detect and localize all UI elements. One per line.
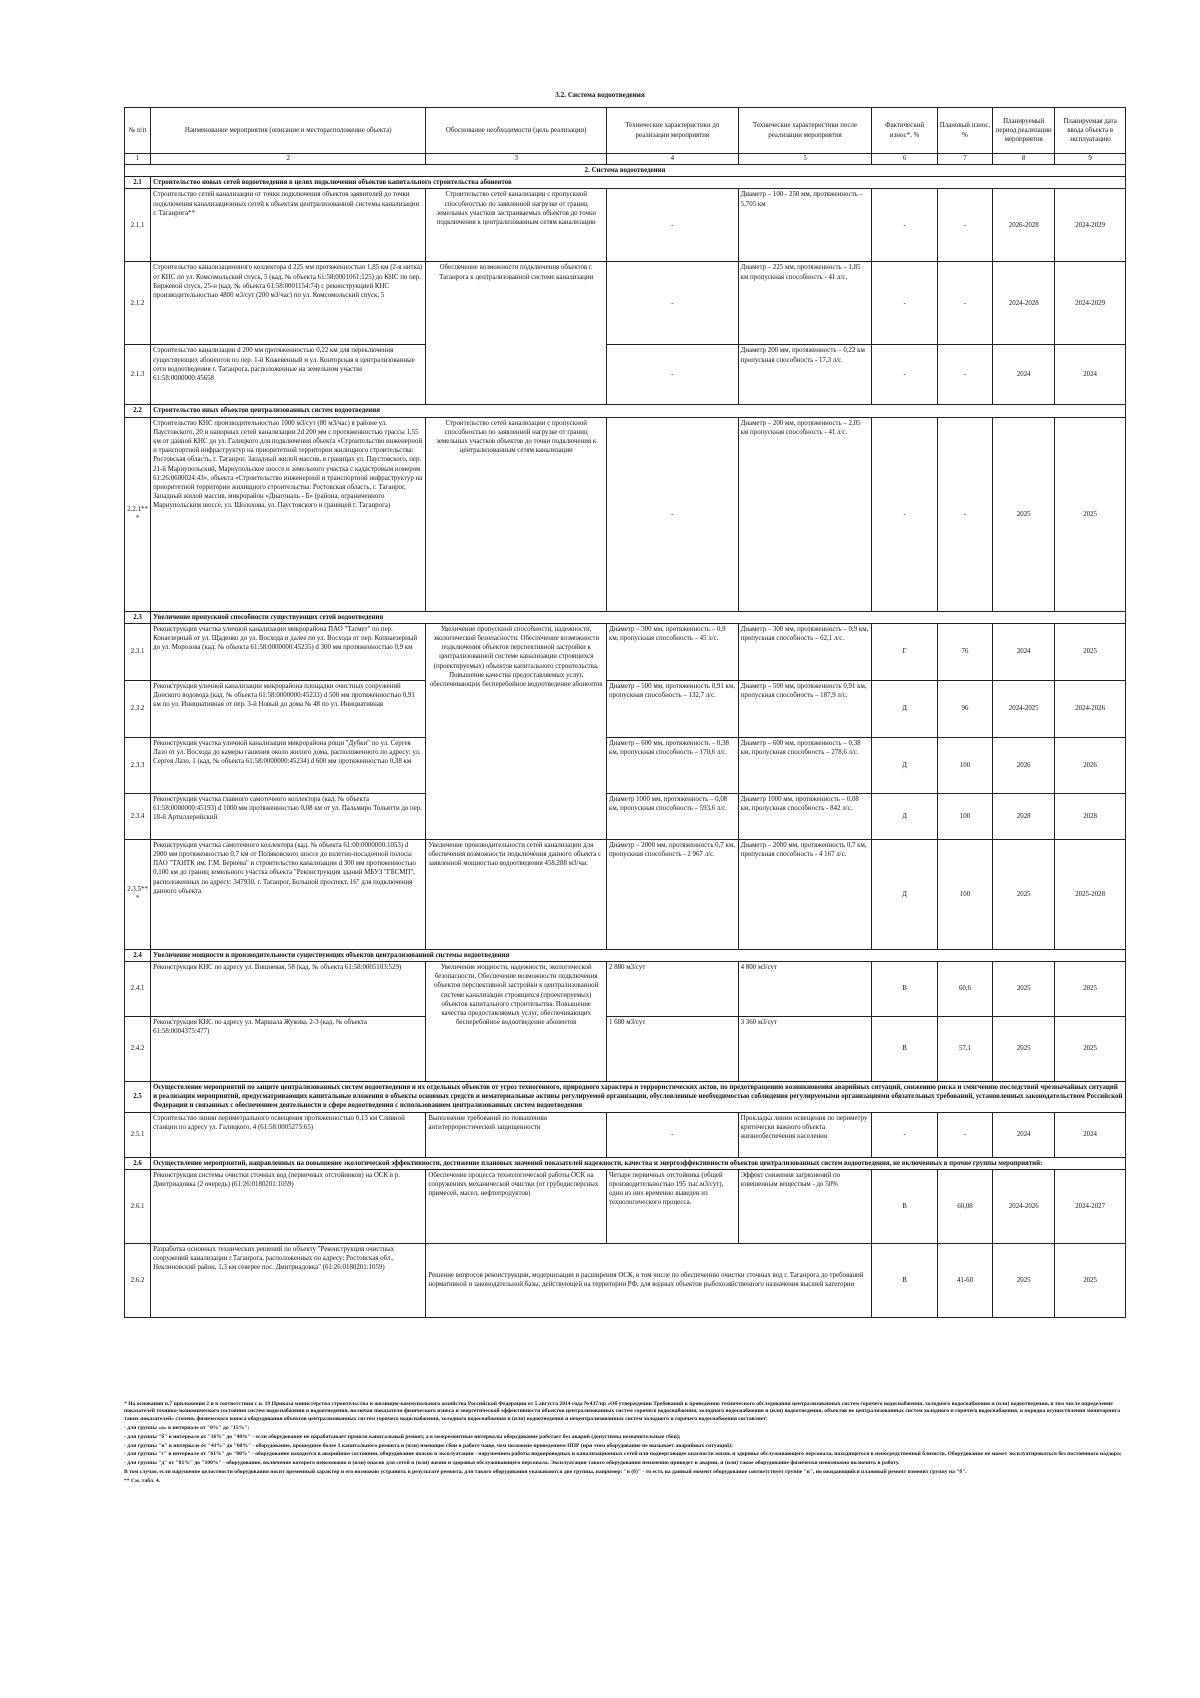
header-reason: Обоснование необходимости (цель реализации) — [426, 108, 607, 154]
section-row — [125, 1082, 1126, 1113]
row-reason: Обеспечение процесса технологической работы ОСК на сооружениях механической очистки (от грубодисперсных примесей, масел, нефтепродуктов) — [426, 1169, 607, 1243]
column-index-row — [125, 154, 1126, 165]
row-num: 2.3.4 — [125, 793, 151, 839]
section-title: Строительство иных объектов централизованных систем водоотведения — [151, 405, 1126, 417]
footnotes — [124, 1401, 1126, 1487]
row-before: 2 880 м3/сут — [606, 962, 738, 1017]
header-row — [125, 108, 1126, 154]
row-date: 2026 — [1055, 737, 1126, 793]
row-plan-wear: 100 — [937, 793, 992, 839]
row-period: 2026 — [993, 737, 1055, 793]
row-reason: Строительство сетей канализации с пропускной способностью по заявленной нагрузке от границ земельных участков объектов до точки подключения к централизованным сетям канализации — [426, 417, 607, 611]
table-row — [125, 793, 1126, 839]
page-title: 3.2. Система водоотведения — [555, 91, 645, 99]
table-row — [125, 680, 1126, 737]
row-reason: Решение вопросов реконструкции, модернизации и расширения ОСК, в том числе по обеспечению очистки сточных вод г. Таганрога до требований нормативной и законодательной базы, действующей на территории РФ, для водных объектов рыбохозяйственного назначения высшей категории — [426, 1243, 872, 1317]
header-after: Технические характеристики после реализации мероприятия — [738, 108, 872, 154]
row-period: 2024 — [993, 623, 1055, 680]
section-num: 2.3 — [125, 611, 151, 623]
row-period: 2024 — [993, 345, 1055, 405]
row-period: 2024-2026 — [993, 1169, 1055, 1243]
header-period: Планируемый период реализации мероприятия — [993, 108, 1055, 154]
row-before: Диаметр – 500 мм, протяженность 0,91 км, пропускная способность – 132,7 л/с. — [606, 680, 738, 737]
row-date: 2024-2027 — [1055, 1169, 1126, 1243]
row-before: - — [606, 417, 738, 611]
system-heading-row — [125, 165, 1126, 177]
row-plan-wear: - — [937, 345, 992, 405]
table-row — [125, 345, 1126, 405]
row-num: 2.1.1 — [125, 189, 151, 262]
row-date: 2025 — [1055, 623, 1126, 680]
section-row — [125, 177, 1126, 189]
row-name: Реконструкция участка главного самотечного коллектора (кад. № объекта 61:58:0000000:45193) d 1000 мм протяженностью 0,08 км от ул. Пальмиро Тольятти до пер. 18-й Артиллерийский — [151, 793, 426, 839]
col-index: 1 — [125, 154, 151, 165]
row-num: 2.3.5*** — [125, 839, 151, 949]
header-num: № п/п — [125, 108, 151, 154]
row-num: 2.3.1 — [125, 623, 151, 680]
row-before: - — [606, 1112, 738, 1157]
row-num: 2.5.1 — [125, 1112, 151, 1157]
col-index: 6 — [872, 154, 937, 165]
section-title: Строительство новых сетей водоотведения в целях подключения объектов капитального строительства абонентов — [151, 177, 1126, 189]
row-after: 3 360 м3/сут — [738, 1017, 872, 1082]
row-date: 2025 — [1055, 1243, 1126, 1317]
sewerage-measures-table — [124, 107, 1126, 1318]
row-name: Реконструкция КНС по адресу ул. Вишневая, 58 (кад. № объекта 61:58:0005103:529) — [151, 962, 426, 1017]
row-after: Диаметр – 600 мм, протяженность – 0,38 км, пропускная способность – 278,6 л/с. — [738, 737, 872, 793]
row-plan-wear: 100 — [937, 839, 992, 949]
table-row — [125, 262, 1126, 345]
row-name: Реконструкция уличной канализации микрорайона площадки очистных сооружений Донского водовода (кад. № объекта 61:58:0000000:45233) d 500 мм протяженностью 0,91 км по ул. Инициативная от пер. 3-й Новый до дома № 48 по ул. Инициативная — [151, 680, 426, 737]
col-index: 2 — [151, 154, 426, 165]
section-title: Увеличение мощности и производительности существующих объектов централизованной системы водоотведения — [151, 949, 1126, 961]
footnote: - для группы "в" в интервале от "41%" до "60%" - оборудование, прошедшее более 1 капитального ремонта и (или) имеющие сбои в работе чаще, чем положено проведением ППР (при этом оборудование не вызывает аварийных ситуаций); — [124, 1442, 733, 1449]
row-num: 2.6.1 — [125, 1169, 151, 1243]
row-name: Строительство линии периметрального освещения протяженностью 0,13 км Сливной станции по адресу ул. Галицкого, 4 (61:58:0005273:65) — [151, 1112, 426, 1157]
row-name: Строительство КНС производительностью 1000 м3/сут (80 м3/час) в районе ул. Паустовского, 20 и напорных сетей канализации 2d 200 мм с протяженностью трассы 1,55 км от данной КНС до ул. Галицкого для подключения объекта «Строительство инженерной и транспортной инфраструктур на приоритетной территории жилищного строительства: Ростовская область, г. Таганрог, Западный жилой массив, в границах ул. Паустовского, пер. 21-й Мариупольский, Мариупольское шоссе и земельного участка с кадастровым номером 61:26:0600024:43», объекта «Строительство инженерной и транспортной инфраструктур на приоритетной территории жилищного строительства: Ростовская область, г. Таганрог, Западный жилой массив, микрорайон «Диагональ - Б» (района, ограниченного Мариупольским шоссе, ул. Шолохова, ул. Паустовского и границей г. Таганрога) — [151, 417, 426, 611]
row-plan-wear: - — [937, 262, 992, 345]
row-num: 2.4.2 — [125, 1017, 151, 1082]
row-period: 2026-2028 — [993, 189, 1055, 262]
section-row — [125, 611, 1126, 623]
row-plan-wear: 57,1 — [937, 1017, 992, 1082]
row-plan-wear: 60,6 — [937, 962, 992, 1017]
table-row — [125, 839, 1126, 949]
section-num: 2.4 — [125, 949, 151, 961]
row-fact-wear: Д — [872, 680, 937, 737]
system-heading: 2. Система водоотведения — [125, 165, 1126, 177]
row-after: Эффект снижения загрязнений по взвешенным веществам - до 50% — [738, 1169, 872, 1243]
row-before: Диаметр – 2000 мм, протяженность 0,7 км, пропускная способность - 2 967 л/с. — [606, 839, 738, 949]
row-period: 2024 — [993, 1112, 1055, 1157]
row-period: 2025 — [993, 1017, 1055, 1082]
section-title: Осуществление мероприятий по защите централизованных систем водоотведения и их отдельных объектов от угроз техногенного, природного характера и террористических актов, по предотвращению возникновения аварийных ситуаций, снижению риска и смягчению последствий чрезвычайных ситуаций и реализация мероприятий, предусматривающих капитальные вложения в объекты основных средств и нематериальные активы регулируемой организации, обусловленные необходимостью соблюдения регулируемыми организациями обязательных требований, установленных законодательством Российской Федерации и связанных с обеспечением деятельности в сфере водоотведения с использованием централизованных систем водоотведения — [151, 1082, 1126, 1113]
row-reason: Увеличение пропускной способности, надежности, экологической безопасности. Обеспечение возможности подключения объектов перспективной застройки к централизованной системе канализации строящихся (проектируемых) объектов капитального строительства. Повышение качества предоставляемых услуг, обеспечивающих бесперебойное водоотведение абонентов — [426, 623, 607, 839]
row-plan-wear: - — [937, 417, 992, 611]
row-fact-wear: Д — [872, 839, 937, 949]
section-title: Увеличение пропускной способности существующих сетей водоотведения — [151, 611, 1126, 623]
row-plan-wear: 41-60 — [937, 1243, 992, 1317]
row-num: 2.1.2 — [125, 262, 151, 345]
footnote: * На основании п.7 приложения 2 и в соответствии с п. 19 Приказа министерства строительства и жилищно-коммунального хозяйства Российской Федерации от 5 августа 2014 года №437/пр «Об утверждении Требований к проведению технического обследования централизованных систем горячего водоснабжения, холодного водоснабжения и (или) водоотведения, в том числе определение показателей технико-экономического состояния систем водоснабжения и водоотведения, включая показатели физического износа и энергетической эффективности объектов централизованных систем горячего водоснабжения, холодного водоснабжения и (или) водоотведения, объектов не централизованных систем холодного и горячего водоснабжения, и порядка осуществления мониторинга таких показателей» степень физического износа оборудования объектов централизованных систем горячего водоснабжения, холодного водоснабжения и (или) водоотведения и нецентрализованных систем холодного и горячего водоснабжения составляет: — [124, 1401, 1121, 1422]
row-name: Реконструкция КНС по адресу ул. Маршала Жукова, 2-3 (кад. № объекта 61:58:0004375:477) — [151, 1017, 426, 1082]
row-after: Диаметр – 200 мм, протяженность – 2,05 км пропускная способность - 41 л/с. — [738, 417, 872, 611]
row-reason: Строительство сетей канализации с пропускной способностью по заявленной нагрузке от границ земельных участков застраиваемых объектов до точки подключения к централизованным сетям канализации — [426, 189, 607, 262]
row-before: Диаметр 1000 мм, протяженность – 0,08 км, пропускная способность – 593,6 л/с. — [606, 793, 738, 839]
row-date: 2024-2029 — [1055, 262, 1126, 345]
row-fact-wear: - — [872, 417, 937, 611]
col-index: 5 — [738, 154, 872, 165]
section-num: 2.6 — [125, 1157, 151, 1169]
row-fact-wear: В — [872, 1169, 937, 1243]
row-fact-wear: - — [872, 189, 937, 262]
row-before: - — [606, 262, 738, 345]
table-row — [125, 1017, 1126, 1082]
row-before: Четыре первичных отстойника (общей производительностью 195 тыс.м3/сут), один из них временно выведен из технологического процесса. — [606, 1169, 738, 1243]
row-period: 2028 — [993, 793, 1055, 839]
section-num: 2.1 — [125, 177, 151, 189]
row-period: 2025 — [993, 839, 1055, 949]
row-plan-wear: - — [937, 1112, 992, 1157]
table-row — [125, 962, 1126, 1017]
section-row — [125, 1157, 1126, 1169]
row-reason: Обеспечение возможности подключения объектов г. Таганрога к централизованной системе канализации — [426, 262, 607, 405]
row-fact-wear: - — [872, 1112, 937, 1157]
table-row — [125, 189, 1126, 262]
row-after: Диаметр 1000 мм, протяженность – 0,08 км, пропускная способность - 842 л/с. — [738, 793, 872, 839]
table-row — [125, 1112, 1126, 1157]
row-name: Строительство сетей канализации от точки подключения объектов заявителей до точки подключения канализационных сетей к объектам централизованной системы канализации г. Таганрога** — [151, 189, 426, 262]
col-index: 9 — [1055, 154, 1126, 165]
col-index: 3 — [426, 154, 607, 165]
section-row — [125, 405, 1126, 417]
header-fact-wear: Фактический износ*, % — [872, 108, 937, 154]
row-after: 4 800 м3/сут — [738, 962, 872, 1017]
header-date: Планируемая дата ввода объекта в эксплуатацию — [1055, 108, 1126, 154]
row-fact-wear: В — [872, 1017, 937, 1082]
row-date: 2025-2028 — [1055, 839, 1126, 949]
header-before: Технические характеристики до реализации мероприятия — [606, 108, 738, 154]
table-row — [125, 417, 1126, 611]
row-reason: Увеличение мощности, надежности, экологической безопасности. Обеспечение возможности подключения объектов перспективной застройки к централизованной системе канализации строящихся (проектируемых) объектов капитального строительства. Повышение качества предоставляемых услуг, обеспечивающих бесперебойное водоотведение абонентов — [426, 962, 607, 1082]
col-index: 8 — [993, 154, 1055, 165]
section-num: 2.5 — [125, 1082, 151, 1113]
header-plan-wear: Плановый износ, % — [937, 108, 992, 154]
row-after: Диаметр – 2000 мм, протяженность 0,7 км, пропускная способность - 4 167 л/с. — [738, 839, 872, 949]
row-fact-wear: - — [872, 345, 937, 405]
col-index: 4 — [606, 154, 738, 165]
row-name: Реконструкция участка уличной канализации микрорайона рощи "Дубки" по ул. Сергея Лазо от ул. Восхода до камеры гашения около жилого дома, расположенного по адресу: ул. Сергея Лазо, 1 (кад. № объекта 61:58:0000000:45234) d 600 мм протяженностью 0,38 км — [151, 737, 426, 793]
row-period: 2025 — [993, 417, 1055, 611]
footnote: - для группы «а» в интервале от "0%" до "15%"; — [124, 1424, 250, 1431]
row-plan-wear: 60,08 — [937, 1169, 992, 1243]
section-row — [125, 949, 1126, 961]
row-name: Разработка основных технических решений по объекту "Реконструкция очистных сооружений канализации г.Таганрога, расположенных по адресу: Ростовская обл., Неклиновский район, 1,3 км северее пос. Дмитриадовка" (61:26:0180201:1059) — [151, 1243, 426, 1317]
row-num: 2.6.2 — [125, 1243, 151, 1317]
header-name: Наименование мероприятия (описание и месторасположение объекта) — [151, 108, 426, 154]
row-reason: Выполнение требований по повышению антитеррористической защищенности — [426, 1112, 607, 1157]
row-date: 2025 — [1055, 1017, 1126, 1082]
row-fact-wear: Г — [872, 623, 937, 680]
col-index: 7 — [937, 154, 992, 165]
row-after: Диаметр – 100 - 250 мм, протяженность – 5,705 км — [738, 189, 872, 262]
row-plan-wear: 100 — [937, 737, 992, 793]
row-date: 2024-2026 — [1055, 680, 1126, 737]
row-date: 2024 — [1055, 1112, 1126, 1157]
footnote: - для группы "б" в интервале от "16%" до "40%" - если оборудование не нарабатывает прошло капитальный ремонт, а в межремонтные интервалы оборудование работает без аварий (допустимы незначительные сбои); — [124, 1433, 681, 1440]
table-row — [125, 623, 1126, 680]
row-before: Диаметр – 300 мм, протяженность – 0,9 км, пропускная способность – 45 л/с. — [606, 623, 738, 680]
row-after: Прокладка линии освещения по периметру критически важного объекта жизнеобеспечения населения — [738, 1112, 872, 1157]
row-date: 2025 — [1055, 417, 1126, 611]
row-name: Реконструкция участка уличной канализации микрорайона ПАО "Тагмет" по пер. Конаезерный от ул. Щаденко до ул. Восхода и далее по ул. Восхода от пер. Копнаезерный до ул. Морозова (кад. № объекта 61:58:0000000:45235) d 300 мм протяженностью 0,9 км — [151, 623, 426, 680]
section-num: 2.2 — [125, 405, 151, 417]
table-row — [125, 1243, 1126, 1317]
row-plan-wear: 76 — [937, 623, 992, 680]
row-name: Строительство канализационного коллектора d 225 мм протяженностью 1,85 км (2-я нитка) от КНС по ул. Комсомольский спуск, 5 (кад. № объекта 61:58:0001061:125) до КНС по пер. Биржевой спуск, 25-н (кад. № объекта 61:58:0001154:74) с реконструкцией КНС производительностью 4800 м3/сут (200 м3/час) по ул. Комсомольский спуск, 5 — [151, 262, 426, 345]
row-fact-wear: Д — [872, 737, 937, 793]
row-before: Диаметр – 600 мм, протяженность – 0,38 км, пропускная способность – 170,6 л/с. — [606, 737, 738, 793]
row-fact-wear: В — [872, 1243, 937, 1317]
section-title: Осуществление мероприятий, направленных на повышение экологической эффективности, достижение плановых значений показателей надежности, качества и энергоэффективности объектов централизованных систем водоотведения, не включенных в прочие группы мероприятий: — [151, 1157, 1126, 1169]
row-fact-wear: - — [872, 262, 937, 345]
row-name: Реконструкция участка самотечного коллектора (кад. № объекта 61:00:0000000:1053) d 2000 мм протяженностью 0,7 км от Поляковского шоссе до взлетно-посадочной полосы ПАО "ТАНТК им. Г.М. Бериева" и строительство канализации d 300 мм протяженностью 0,100 км до границ земельного участка объекта "Реконструкция зданий МБУЗ "ГБСМП", расположенных по адресу: 347930, г. Таганрог, Большой проспект, 16" для подключения данного объекта — [151, 839, 426, 949]
footnote: В том случае, если нарушение целостности оборудования носит временный характер и его возможно устранить в результате ремонта, для такого оборудования указываются две группы, например: "в (б)" - то есть на данный момент оборудование соответствует группе "в", но ожидающийся плановый ремонт изменит группу на "б". — [124, 1469, 967, 1476]
row-num: 2.2.1*** — [125, 417, 151, 611]
table-row — [125, 1169, 1126, 1243]
row-period: 2024-2028 — [993, 262, 1055, 345]
row-date: 2028 — [1055, 793, 1126, 839]
row-period: 2025 — [993, 962, 1055, 1017]
row-after: Диаметр – 225 мм, протяженность – 1,85 км пропускная способность - 41 л/с. — [738, 262, 872, 345]
row-date: 2025 — [1055, 962, 1126, 1017]
row-period: 2025 — [993, 1243, 1055, 1317]
row-after: Диаметр – 500 мм, протяженность 0,91 км, пропускная способность – 187,9 л/с. — [738, 680, 872, 737]
footnote: ** См. табл. 4. — [124, 1478, 161, 1485]
footnote: - для группы "г" в интервале от "61%" до "80%" - оборудование находится в аварийном состоянии, оборудование опасно в эксплуатации - нарушением работы водопроводных и канализационных сетей или подвергающее опасности жизнь и здоровье обслуживающего персонала, находящегося в непосредственной близости. Оборудование не может эксплуатироваться без постоянного надзора; — [124, 1451, 1122, 1458]
row-name: Строительство канализации d 200 мм протяженностью 0,22 км для переключения существующих абонентов по пер. 1-й Кожевенный и ул. Конторская в централизованные сети водоотведения г. Таганрога, расположенные на земельном участке 61:58:0000000:45658 — [151, 345, 426, 405]
row-after: Диаметр 200 мм, протяженность – 0,22 км пропускная способность - 17,3 л/с. — [738, 345, 872, 405]
row-date: 2024-2029 — [1055, 189, 1126, 262]
row-period: 2024-2025 — [993, 680, 1055, 737]
row-date: 2024 — [1055, 345, 1126, 405]
row-plan-wear: 96 — [937, 680, 992, 737]
row-after: Диаметр – 300 мм, протяженность – 0,9 км, пропускная способность – 62,1 л/с. — [738, 623, 872, 680]
row-plan-wear: - — [937, 189, 992, 262]
row-before: - — [606, 345, 738, 405]
row-before: 1 680 м3/сут — [606, 1017, 738, 1082]
row-fact-wear: В — [872, 962, 937, 1017]
row-num: 2.3.2 — [125, 680, 151, 737]
row-num: 2.1.3 — [125, 345, 151, 405]
row-num: 2.4.1 — [125, 962, 151, 1017]
table-row — [125, 737, 1126, 793]
row-fact-wear: Д — [872, 793, 937, 839]
row-before: - — [606, 189, 738, 262]
row-name: Реконструкция системы очистки сточных вод (первичных отстойников) на ОСК в р. Дмитриадовка (2 очередь) (61:26:0180201:1059) — [151, 1169, 426, 1243]
footnote: - для группы "д" от "81%" до "100%" - оборудование, включение которого невозможно и (или) опасно для сетей и (или) жизни и здоровья обслуживающего персонала. Эксплуатация такого оборудования неизменно приведет к аварии, и (или) такое оборудование физически невозможно включить в работу. — [124, 1460, 900, 1467]
row-num: 2.3.3 — [125, 737, 151, 793]
row-reason: Увеличение производительности сетей канализации для обеспечения возможности подключения данного объекта с заявленной мощностью водоотведения 458,288 м3/час — [426, 839, 607, 949]
